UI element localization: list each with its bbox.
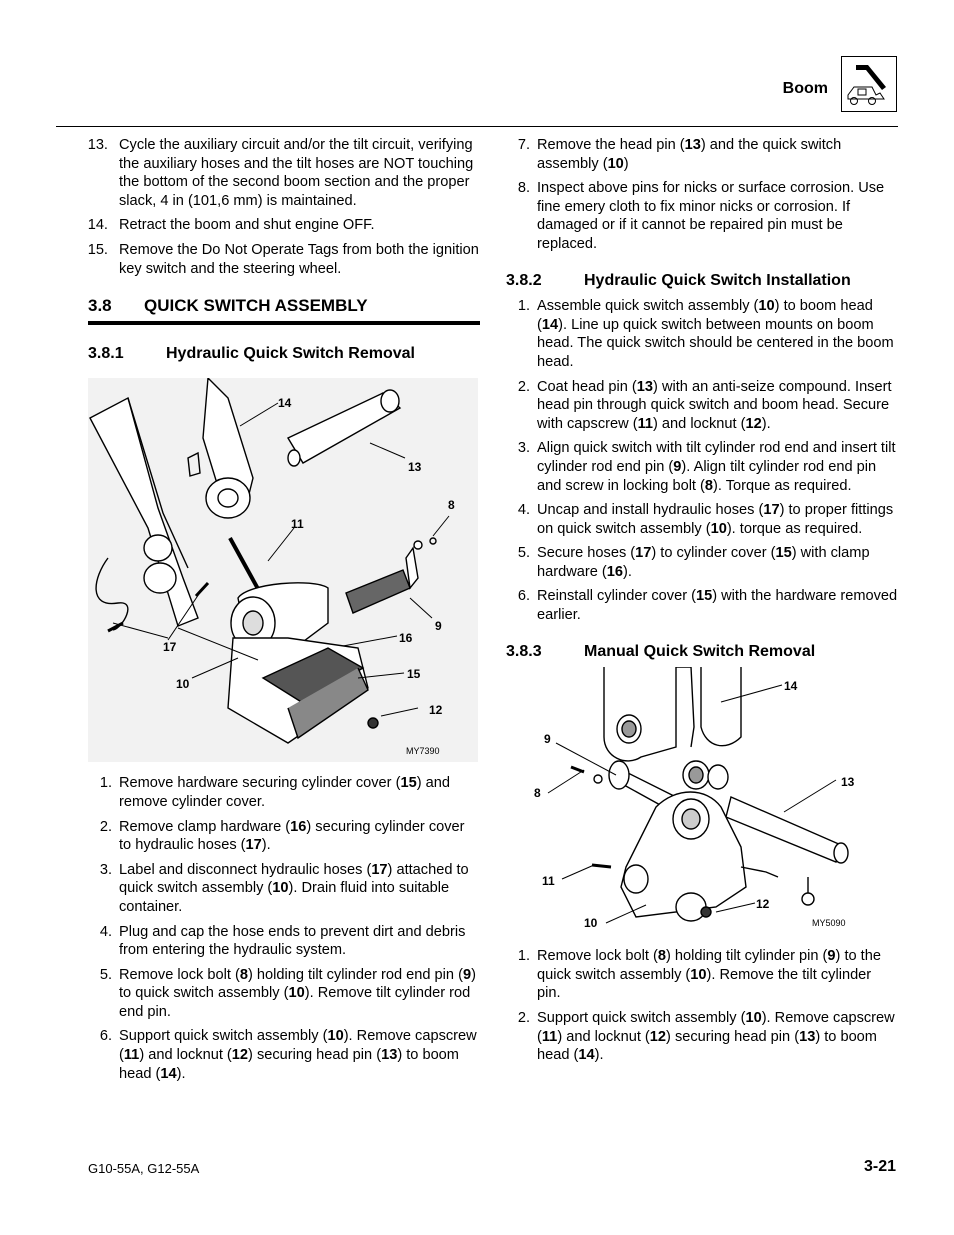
part-reference: 15: [400, 775, 417, 792]
step-text: ) to proper fittings on quick switch assembly (: [537, 502, 894, 537]
step-text: ).: [623, 563, 632, 580]
part-reference: 14: [160, 1065, 177, 1082]
step-text: ). Remove capscrew (: [119, 1028, 477, 1064]
step-number: 2.: [99, 818, 112, 835]
subsection-number: 3.8.3: [506, 642, 542, 660]
part-reference: 10: [607, 155, 624, 172]
part-reference: 14: [541, 316, 559, 333]
step-text: ) securing head pin (: [248, 1047, 382, 1064]
part-reference: 12: [745, 415, 762, 432]
step-text: ). Align tilt cylinder rod end pin and screw in locking bolt (: [537, 458, 877, 494]
right-column: [506, 136, 898, 1071]
header-title: Boom: [782, 80, 828, 97]
step-text: Inspect above pins for nicks or surface corrosion. Use fine emery cloth to fix minor nicks or corrosion. If damaged or if it cannot be repaired pin must be replaced.: [537, 180, 885, 252]
subsection-heading: [88, 345, 480, 364]
callout-9: 9: [435, 619, 442, 634]
step-text: Uncap and install hydraulic hoses (: [537, 502, 764, 519]
step-text: Align quick switch with tilt cylinder rod end and insert tilt cylinder rod end pin (: [537, 440, 896, 475]
part-reference: 10: [745, 1010, 762, 1027]
step-text: ) attached to quick switch assembly (: [119, 861, 469, 897]
step-text: ) to quick switch assembly (: [119, 966, 476, 1002]
step-text: ). Line up quick switch between mounts on boom head. The quick switch should be centered in the boom head.: [537, 316, 894, 370]
step-text: Remove lock bolt (: [119, 966, 240, 983]
step-text: ) holding tilt cylinder rod end pin (: [247, 966, 463, 983]
step-number: 8.: [517, 180, 530, 197]
callout-10: 10: [176, 677, 190, 692]
list-item: [506, 297, 898, 371]
section-number: 3.8: [88, 296, 112, 316]
step-text: ) to cylinder cover (: [651, 545, 776, 562]
callout-17: 17: [163, 640, 177, 655]
part-reference: 9: [827, 948, 836, 965]
figure-id: MY7390: [406, 746, 440, 757]
list-item: [88, 216, 480, 235]
step-text: Secure hoses (: [537, 545, 636, 562]
steps-list: [506, 947, 898, 1065]
step-number: 14.: [87, 217, 108, 234]
step-number: 1.: [99, 775, 112, 792]
step-text: ) with an anti-seize compound. Insert head pin through quick switch and boom head. Secure with capscrew (: [537, 378, 892, 432]
boom-section-icon: [841, 56, 897, 112]
list-item: [506, 179, 898, 253]
part-reference: 10: [758, 298, 775, 315]
callout-13: 13: [841, 775, 855, 790]
section-title: QUICK SWITCH ASSEMBLY: [144, 296, 368, 316]
list-item: [506, 947, 898, 1003]
part-reference: 10: [327, 1028, 344, 1045]
steps-list: [506, 297, 898, 625]
steps-list: [506, 136, 898, 254]
step-text: Coat head pin (: [537, 378, 637, 395]
step-text: ). Torque as required.: [713, 477, 852, 494]
figure-id: MY5090: [812, 918, 846, 929]
subsection-number: 3.8.1: [88, 344, 124, 362]
subsection-heading: [506, 643, 898, 662]
part-reference: 11: [123, 1047, 140, 1064]
step-text: Remove lock bolt (: [537, 948, 658, 965]
step-text: ) and locknut (: [557, 1028, 650, 1045]
step-text: Label and disconnect hydraulic hoses (: [119, 861, 372, 878]
part-reference: 13: [636, 378, 654, 395]
step-number: 1.: [517, 298, 530, 315]
step-text: ) and remove cylinder cover.: [119, 775, 450, 810]
subsection-title: Hydraulic Quick Switch Installation: [584, 271, 851, 289]
callout-11: 11: [291, 517, 304, 532]
part-reference: 14: [578, 1047, 595, 1064]
step-text: ) to boom head (: [537, 1028, 877, 1064]
part-reference: 13: [684, 137, 701, 153]
step-text: Remove hardware securing cylinder cover (: [119, 775, 401, 792]
part-reference: 11: [637, 415, 653, 432]
part-reference: 12: [649, 1028, 667, 1045]
step-text: ) securing head pin (: [666, 1028, 800, 1045]
callout-15: 15: [407, 667, 421, 682]
step-text: ) securing cylinder cover to hydraulic hoses (: [119, 818, 465, 854]
part-reference: 8: [657, 948, 666, 965]
list-item: [506, 501, 898, 538]
step-text: ). Remove tilt cylinder rod end pin.: [119, 985, 471, 1020]
part-reference: 11: [541, 1028, 558, 1045]
list-item: [506, 136, 898, 173]
part-reference: 10: [272, 880, 289, 897]
step-number: 7.: [517, 137, 530, 153]
part-reference: 16: [290, 818, 307, 835]
part-reference: 15: [775, 545, 792, 562]
callout-8: 8: [448, 498, 455, 513]
part-reference: 10: [710, 520, 727, 537]
step-text: Remove the head pin (: [537, 137, 685, 153]
step-number: 1.: [517, 948, 530, 965]
step-text: Assemble quick switch assembly (: [537, 298, 759, 315]
step-text: ). Remove the tilt cylinder pin.: [537, 966, 872, 1002]
steps-list: [88, 136, 480, 278]
step-text: Support quick switch assembly (: [119, 1028, 328, 1045]
part-reference: 9: [673, 458, 682, 475]
step-number: 13.: [87, 137, 108, 153]
list-item: [88, 241, 480, 278]
step-number: 5.: [99, 966, 112, 983]
list-item: [88, 923, 480, 960]
step-text: ) and the quick switch assembly (: [537, 137, 842, 172]
list-item: [506, 378, 898, 434]
step-number: 2.: [517, 378, 530, 395]
part-reference: 12: [231, 1047, 249, 1064]
callout-12: 12: [429, 703, 443, 718]
step-text: ) and locknut (: [139, 1047, 232, 1064]
step-text: ) with clamp hardware (: [537, 545, 870, 580]
step-text: ). Drain fluid into suitable container.: [119, 880, 450, 915]
callout-8: 8: [534, 786, 541, 801]
footer-models: G10-55A, G12-55A: [88, 1161, 200, 1176]
hydraulic-quick-switch-diagram: [88, 378, 478, 762]
callout-10: 10: [584, 916, 598, 931]
step-text: Remove clamp hardware (: [119, 818, 291, 835]
manual-quick-switch-diagram: [516, 667, 866, 937]
list-item: [506, 544, 898, 581]
part-reference: 8: [239, 966, 248, 983]
step-number: 5.: [517, 545, 530, 562]
subsection-title: Hydraulic Quick Switch Removal: [166, 344, 415, 362]
subsection-number: 3.8.2: [506, 271, 542, 289]
step-text: ) to the quick switch assembly (: [537, 948, 881, 983]
part-reference: 17: [371, 861, 388, 878]
steps-list: [88, 774, 480, 1083]
step-text: Reinstall cylinder cover (: [537, 588, 696, 605]
callout-12: 12: [756, 897, 770, 912]
step-text: ) and locknut (: [653, 415, 746, 432]
part-reference: 13: [799, 1028, 816, 1045]
section-heading: [88, 297, 480, 325]
part-reference: 10: [288, 985, 305, 1002]
step-text: Remove the Do Not Operate Tags from both the ignition key switch and the steering wheel.: [119, 241, 479, 277]
part-reference: 17: [245, 837, 262, 854]
step-text: ).: [261, 837, 271, 854]
part-reference: 10: [690, 966, 707, 983]
part-reference: 8: [704, 477, 714, 494]
step-text: ) with the hardware removed earlier.: [537, 588, 898, 624]
step-text: Cycle the auxiliary circuit and/or the tilt circuit, verifying the auxiliary hoses and the tilt hoses are NOT touching the bottom of the second boom section and the proper slack, 4 in (101,6 mm) is maintained.: [119, 137, 474, 209]
step-text: ) holding tilt cylinder pin (: [665, 948, 828, 965]
callout-14: 14: [278, 396, 292, 411]
step-number: 4.: [517, 502, 530, 519]
list-item: [506, 1009, 898, 1065]
list-item: [88, 966, 480, 1022]
step-number: 2.: [517, 1010, 530, 1027]
step-number: 6.: [99, 1028, 112, 1045]
callout-13: 13: [408, 460, 422, 475]
left-column: [88, 136, 480, 1089]
page-number: 3-21: [863, 1158, 896, 1175]
list-item: [88, 136, 480, 210]
part-reference: 9: [462, 966, 472, 983]
part-reference: 13: [381, 1047, 398, 1064]
callout-9: 9: [544, 732, 551, 747]
callout-11: 11: [542, 874, 555, 889]
step-text: ) to boom head (: [537, 298, 873, 333]
step-number: 3.: [99, 861, 112, 878]
step-text: ).: [176, 1065, 186, 1082]
step-text: ).: [761, 415, 771, 432]
step-number: 3.: [517, 440, 530, 457]
step-text: ). torque as required.: [726, 520, 863, 537]
list-item: [88, 818, 480, 855]
list-item: [506, 587, 898, 624]
step-text: Plug and cap the hose ends to prevent dirt and debris from entering the hydraulic system.: [119, 923, 466, 959]
list-item: [88, 1027, 480, 1083]
subsection-heading: [506, 272, 898, 291]
step-text: Retract the boom and shut engine OFF.: [119, 217, 375, 234]
step-text: Support quick switch assembly (: [537, 1010, 746, 1027]
part-reference: 15: [695, 588, 713, 605]
step-text: ): [623, 155, 629, 172]
step-number: 6.: [517, 588, 530, 605]
callout-14: 14: [784, 679, 798, 694]
step-number: 4.: [99, 923, 112, 940]
header-rule: [56, 126, 898, 127]
step-text: ) to boom head (: [119, 1047, 459, 1082]
step-text: ). Remove capscrew (: [537, 1010, 895, 1045]
subsection-title: Manual Quick Switch Removal: [584, 642, 816, 660]
callout-16: 16: [399, 631, 413, 646]
part-reference: 16: [606, 563, 623, 580]
list-item: [88, 774, 480, 811]
part-reference: 17: [635, 545, 652, 562]
step-number: 15.: [87, 241, 108, 258]
part-reference: 17: [763, 502, 780, 519]
list-item: [88, 861, 480, 917]
list-item: [506, 439, 898, 495]
step-text: ).: [594, 1047, 604, 1064]
